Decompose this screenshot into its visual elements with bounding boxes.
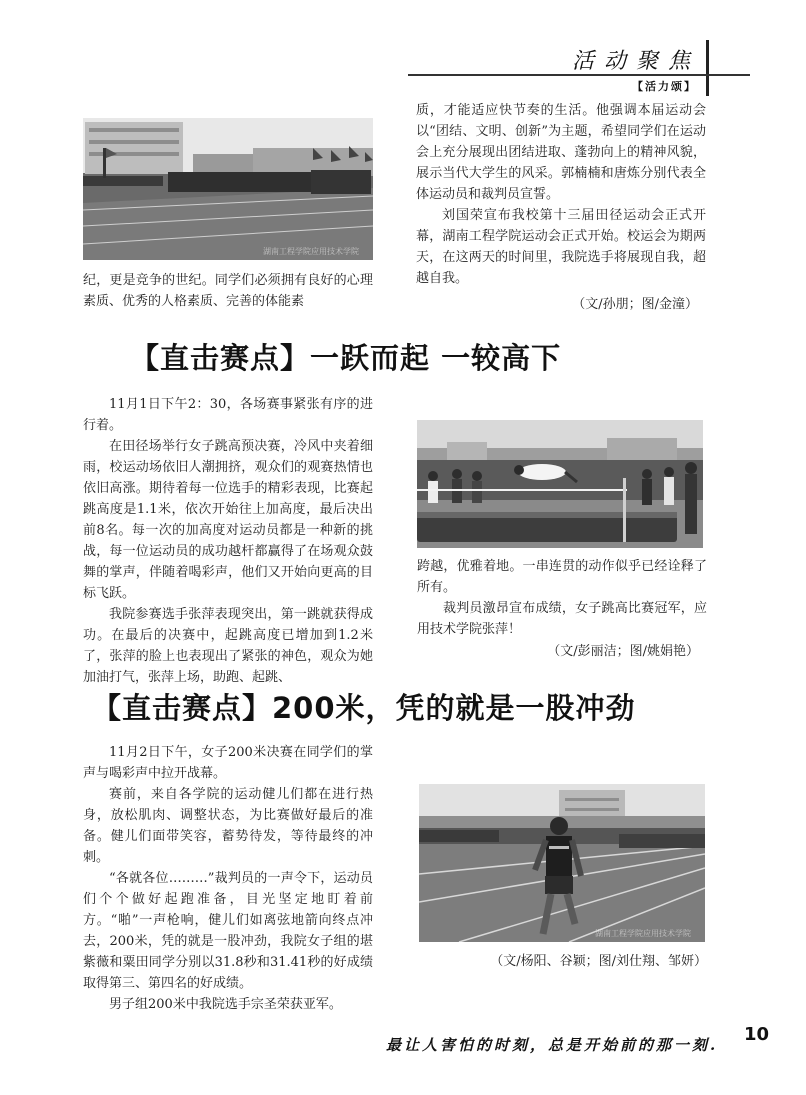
- article3-paragraph-1: 11月2日下午，女子200米决赛在同学们的掌声与喝彩声中拉开战幕。: [83, 745, 373, 781]
- article1-right-paragraph-2: 刘国荣宣布我校第十三届田径运动会正式开幕，湖南工程学院运动会正式开始。校运会为期两天，在这两天的时间里，我院选手将展现自我，超越自我。: [416, 208, 706, 286]
- section-header-title: 活动聚焦: [572, 49, 701, 74]
- article1-credit: （文/孙朋；图/金潼）: [572, 297, 698, 312]
- article3-title: 【直击赛点】200米，凭的就是一股冲劲: [92, 691, 636, 725]
- article2-paragraph-3: 我院参赛选手张萍表现突出，第一跳就获得成功。在最后的决赛中，起跳高度已增加到1.2米了，张萍的脸上也表现出了紧张的神色，观众为她加油打气，张萍上场，助跑、起跳、: [83, 607, 373, 685]
- page-number: 10: [744, 1024, 770, 1045]
- article2-credit: （文/彭丽洁；图/姚娟艳）: [547, 644, 699, 659]
- article2-title: 【直击赛点】一跃而起 一较高下: [130, 341, 562, 375]
- article2-paragraph-2: 在田径场举行女子跳高预决赛，冷风中夹着细雨，校运动场依旧人潮拥挤，观众们的观赛热情也依旧高涨。期待着每一位选手的精彩表现，比赛起跳高度是1.1米，依次开始往上加高度，最后决出前8名。每一次的加高度对运动员都是一种新的挑战，每一位运动员的成功越杆都赢得了在场观众鼓舞的掌声，伴随着喝彩声，他们又开始向更高的目标飞跃。: [83, 439, 373, 601]
- article2-right-paragraph-1: 跨越，优雅着地。一串连贯的动作似乎已经诠释了所有。: [417, 559, 707, 595]
- sprint-photo: [419, 784, 705, 942]
- article1-right-column: [416, 100, 706, 315]
- column-tag: 【活力颂】: [632, 80, 697, 93]
- article3-credit: （文/杨阳、谷颖；图/刘仕翔、邹妍）: [490, 954, 707, 969]
- parade-photo: [83, 118, 373, 260]
- article3-left-column: [83, 742, 373, 1015]
- parade-photo-watermark: 湖南工程学院应用技术学院: [263, 247, 359, 256]
- article3-paragraph-4: 男子组200米中我院选手宗圣荣获亚军。: [109, 997, 342, 1012]
- article3-paragraph-2: 赛前，来自各学院的运动健儿们都在进行热身，放松肌肉、调整状态，为比赛做好最后的准备。健儿们面带笑容，蓄势待发，等待最终的冲刺。: [83, 787, 373, 865]
- article2-left-column: [83, 394, 373, 688]
- article2-paragraph-1: 11月1日下午2：30，各场赛事紧张有序的进行着。: [83, 397, 373, 433]
- article1-left-continuation: [83, 270, 373, 312]
- article3-paragraph-3: “各就各位………”裁判员的一声令下，运动员们个个做好起跑准备，目光坚定地盯着前方。“啪”一声枪响，健儿们如离弦地箭向终点冲去，200米，凭的就是一股冲劲，我院女子组的堪紫薇和粟田同学分别以31.8秒和31.41秒的好成绩取得第三、第四名的好成绩。: [83, 871, 373, 991]
- article1-right-paragraph-1: 质，才能适应快节奏的生活。他强调本届运动会以“团结、文明、创新”为主题，希望同学们在运动会上充分展现出团结进取、蓬勃向上的精神风貌，展示当代大学生的风采。郭楠楠和唐炼分别代表全体运动员和裁判员宣誓。: [416, 103, 706, 202]
- high-jump-photo: [417, 420, 703, 548]
- header-vertical-rule: [706, 40, 709, 96]
- sprint-photo-watermark: 湖南工程学院应用技术学院: [595, 929, 691, 938]
- article2-right-column: [417, 556, 707, 662]
- footer-slogan: 最让人害怕的时刻，总是开始前的那一刻.: [386, 1036, 719, 1054]
- article1-left-text: 纪，更是竞争的世纪。同学们必须拥有良好的心理素质、优秀的人格素质、完善的体能素: [83, 273, 373, 309]
- article2-right-paragraph-2: 裁判员激昂宣布成绩，女子跳高比赛冠军，应用技术学院张萍！: [417, 601, 707, 637]
